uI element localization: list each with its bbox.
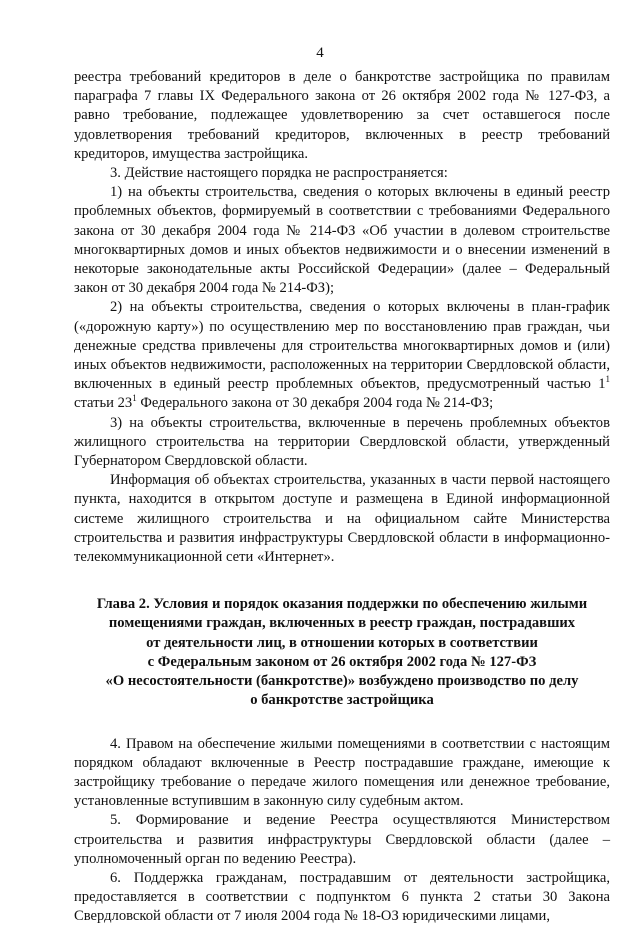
spacer: [74, 711, 610, 735]
heading-line: «О несостоятельности (банкротстве)» возбуждено производство по делу: [105, 673, 579, 690]
paragraph-item-6: 6. Поддержка гражданам, пострадавшим от деятельности застройщика, предоставляется в соответствии с подпунктом 6 пункта 2 статьи 30 Закона Свердловской области от 7 июля 2004 года № 18-ОЗ юридическими лицами,: [74, 869, 610, 925]
heading-line: с Федеральным законом от 26 октября 2002 года № 127-ФЗ: [147, 653, 537, 670]
paragraph-creditors-registry: реестра требований кредиторов в деле о банкротстве застройщика по правилам параграфа 7 главы IX Федерального закона от 26 октября 2002 года № 127-ФЗ, а равно требование, подлежащее удовлетворению за счет оставшегося после удовлетворения требований кредиторов, включенных в реестр требований кредиторов, имущества застройщика.: [74, 69, 610, 162]
heading-line: Глава 2. Условия и порядок оказания поддержки по обеспечению жилыми: [96, 596, 588, 613]
subitem-2-text-end: Федерального закона от 30 декабря 2004 года № 214-ФЗ;: [136, 395, 494, 412]
page-number: 4: [316, 45, 324, 61]
paragraph-item-5: 5. Формирование и ведение Реестра осуществляются Министерством строительства и развития инфраструктуры Свердловской области (далее – уполномоченный орган по ведению Реестра).: [74, 812, 610, 867]
paragraph-item-4: 4. Правом на обеспечение жилыми помещениями в соответствии с настоящим порядком обладают включенные в Реестр пострадавшие граждане, имеющие к застройщику требование о передаче жилого помещения или денежное требование, установленные вступившим в законную силу судебным актом.: [74, 735, 610, 810]
heading-line: от деятельности лиц, в отношении которых в соответствии: [146, 634, 538, 651]
paragraph-subitem-2: [74, 298, 610, 413]
heading-line: о банкротстве застройщика: [250, 692, 434, 709]
paragraph-subitem-3: 3) на объекты строительства, включенные в перечень проблемных объектов жилищного строительства на территории Свердловской области, утвержденный Губернатором Свердловской области.: [74, 414, 610, 470]
chapter-2-heading: [74, 595, 610, 710]
superscript-article: 1: [132, 393, 137, 404]
subitem-2-text-middle: статьи 23: [74, 395, 133, 412]
superscript-part: 1: [605, 374, 610, 385]
heading-line: помещениями граждан, включенных в реестр граждан, пострадавших: [108, 615, 576, 632]
subitem-2-text-start: 2) на объекты строительства, сведения о которых включены в план-график («дорожную карту») по осуществлению мер по восстановлению прав граждан, чьи денежные средства привлечены для строительства многоквартирных домов и (или) иных объектов недвижимости, расположенных на территории Свердловской области, включенных в единый реестр проблемных объектов, предусмотренный частью 1: [74, 299, 610, 393]
paragraph-item-3: 3. Действие настоящего порядка не распространяется:: [110, 165, 448, 182]
paragraph-subitem-1: 1) на объекты строительства, сведения о которых включены в единый реестр проблемных объектов, формируемый в соответствии с требованиями Федерального закона от 30 декабря 2004 года № 214-ФЗ «Об участии в долевом строительстве многоквартирных домов и иных объектов недвижимости и о внесении изменений в некоторые законодательные акты Российской Федерации» (далее – Федеральный закон от 30 декабря 2004 года № 214-ФЗ);: [74, 184, 610, 297]
paragraph-information: Информация об объектах строительства, указанных в части первой настоящего пункта, находится в открытом доступе и размещена в Единой информационной системе жилищного строительства и на официальном сайте Министерства строительства и развития инфраструктуры Свердловской области в информационно-телекоммуникационной сети «Интернет».: [74, 472, 610, 566]
document-body: [74, 68, 610, 927]
